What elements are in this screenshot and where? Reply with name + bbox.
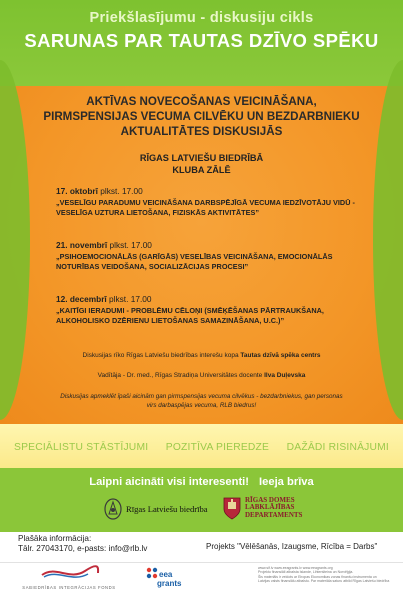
event-topic-line: „PSIHOEMOCIONĀLĀS (GARĪGĀS) VESELĪBAS VEICINĀŠANA, EMOCIONĀLĀS: [56, 252, 333, 261]
grants-text: grants: [157, 579, 182, 588]
event-date: [56, 294, 376, 305]
event-day: 12. decembrī: [56, 294, 107, 304]
project-name: Projekts "Vēlēšanās, Izaugsme, Rīcība = Darbs": [206, 542, 378, 551]
series-subtitle: Priekšlasījumu - diskusiju cikls: [89, 10, 314, 26]
leader-note: [40, 372, 363, 379]
fine-print-line: Projektu finansiāli atbalsta Islande, Lihtenšteina un Norvēģija.: [258, 570, 354, 575]
theme-item: DAŽĀDI RISINĀJUMI: [286, 442, 389, 453]
event-date: [56, 240, 376, 251]
rlb-logo-text: Rīgas Latviešu biedrība: [126, 504, 208, 514]
event-topic-line: „VESELĪGU PARADUMU VEICINĀŠANA DARBSPĒJĪGĀ VECUMA IEDZĪVOTĀJU VIDŪ -: [56, 198, 355, 207]
organiser-note: [40, 352, 363, 359]
event-item: [56, 186, 376, 218]
venue: [30, 152, 373, 176]
event-topic: [56, 252, 376, 272]
funding-fine-print: [258, 566, 400, 584]
event-time: plkst. 17.00: [107, 240, 152, 250]
leader-name: Ilva Duļevska: [264, 372, 306, 379]
rlb-logo: [104, 498, 208, 520]
theme-item: POZITĪVA PIEREDZE: [165, 442, 270, 453]
headline-line: AKTUALITĀTES DISKUSIJĀS: [120, 125, 283, 138]
riga-council-logo: [222, 496, 302, 520]
event-item: [56, 240, 376, 272]
audience-note-line: virs darbaspējas vecuma, RLB biedrus!: [146, 402, 257, 409]
fine-print-line: Latvijas valsts finansiālu atbalstu. Par materiāla saturu atbild Rīgas Latviešu biedrība: [258, 579, 390, 584]
eea-text: eea: [159, 570, 173, 579]
event-item: [56, 294, 376, 326]
event-topic-line: ALKOHOLISKO DZĒRIENU LIETOŠANAS SAMAZINĀŠANA, U.C.)”: [56, 316, 285, 325]
event-topic-line: VESELĪGA UZTURA LIETOŠANA, FIZISKĀS AKTIVITĀTES”: [56, 208, 259, 217]
event-day: 21. novembrī: [56, 240, 108, 250]
riga-council-line: DEPARTAMENTS: [245, 510, 303, 519]
event-time: plkst. 17.00: [97, 186, 143, 196]
event-topic-line: NOTURĪBAS VEIDOŠANA, SOCIALIZĀCIJAS PROCESI”: [56, 262, 249, 271]
free-entry: Ieeja brīva: [259, 476, 314, 488]
headline-line: AKTĪVAS NOVECOŠANAS VEICINĀŠANA,: [86, 95, 317, 108]
audience-note-line: Diskusijas apmeklēt īpaši aicinām gan pirmspensijas vecuma cilvēkus - bezdarbniekus, gan personas: [60, 393, 343, 400]
welcome-invite: Laipni aicināti visi interesenti!: [89, 476, 250, 488]
sif-logo-text: SABIEDRĪBAS INTEGRĀCIJAS FONDS: [22, 585, 116, 590]
fine-print-line: www.sif.lv www.eeagrants.lv www.eeagrants.org: [258, 566, 333, 570]
organiser-name: Tautas dzīvā spēka centrs: [240, 352, 321, 359]
event-day: 17. oktobrī: [56, 186, 98, 196]
welcome-line: [0, 476, 403, 488]
headline: [30, 94, 373, 139]
riga-council-text: [245, 497, 302, 520]
event-time: plkst. 17.00: [106, 294, 152, 304]
fine-print-line: Šis materiāls ir veidots ar Eiropas Ekonomikas zonas finanšu instrumenta un: [258, 574, 377, 579]
leader-text: Vadītāja - Dr. med., Rīgas Stradiņa Universitātes docente: [97, 372, 265, 379]
event-topic-line: „KAITĪGI IERADUMI - PROBLĒMU CĒLOŅI (SMĒĶĒŠANAS PĀRTRAUKŠANA,: [56, 306, 324, 315]
audience-note: [48, 392, 355, 410]
eea-grants-icon: [145, 566, 159, 580]
riga-council-line: LABKLĀJĪBAS: [245, 503, 295, 512]
headline-line: PIRMSPENSIJAS VECUMA CILVĒKU UN BEZDARBNIEKU: [43, 110, 360, 123]
riga-council-line: RĪGAS DOMES: [245, 495, 295, 504]
rlb-emblem-icon: [104, 498, 122, 520]
venue-line: RĪGAS LATVIEŠU BIEDRĪBĀ: [139, 153, 264, 163]
venue-line: KLUBA ZĀLĒ: [172, 165, 231, 175]
organiser-text: Diskusijas rīko Rīgas Latviešu biedrības interešu kopa: [82, 352, 241, 359]
eea-grants-logo: [145, 566, 193, 596]
themes-row: [0, 442, 403, 453]
event-topic: [56, 306, 376, 326]
info-label: Plašāka informācija:: [18, 534, 92, 543]
footer-divider: [0, 562, 403, 563]
event-date: [56, 186, 376, 197]
theme-item: SPECIĀLISTU STĀSTĪJUMI: [14, 442, 149, 453]
header-banner: [0, 0, 403, 86]
sif-swirl-icon: [40, 565, 100, 581]
series-title: SARUNAS PAR TAUTAS DZĪVO SPĒKU: [24, 30, 379, 51]
event-topic: [56, 198, 376, 218]
sif-logo: [14, 565, 124, 597]
logo-row: [0, 496, 403, 526]
contact-details[interactable]: Tālr. 27043170, e-pasts: info@rlb.lv: [18, 544, 148, 553]
riga-coat-of-arms-icon: [222, 496, 242, 520]
